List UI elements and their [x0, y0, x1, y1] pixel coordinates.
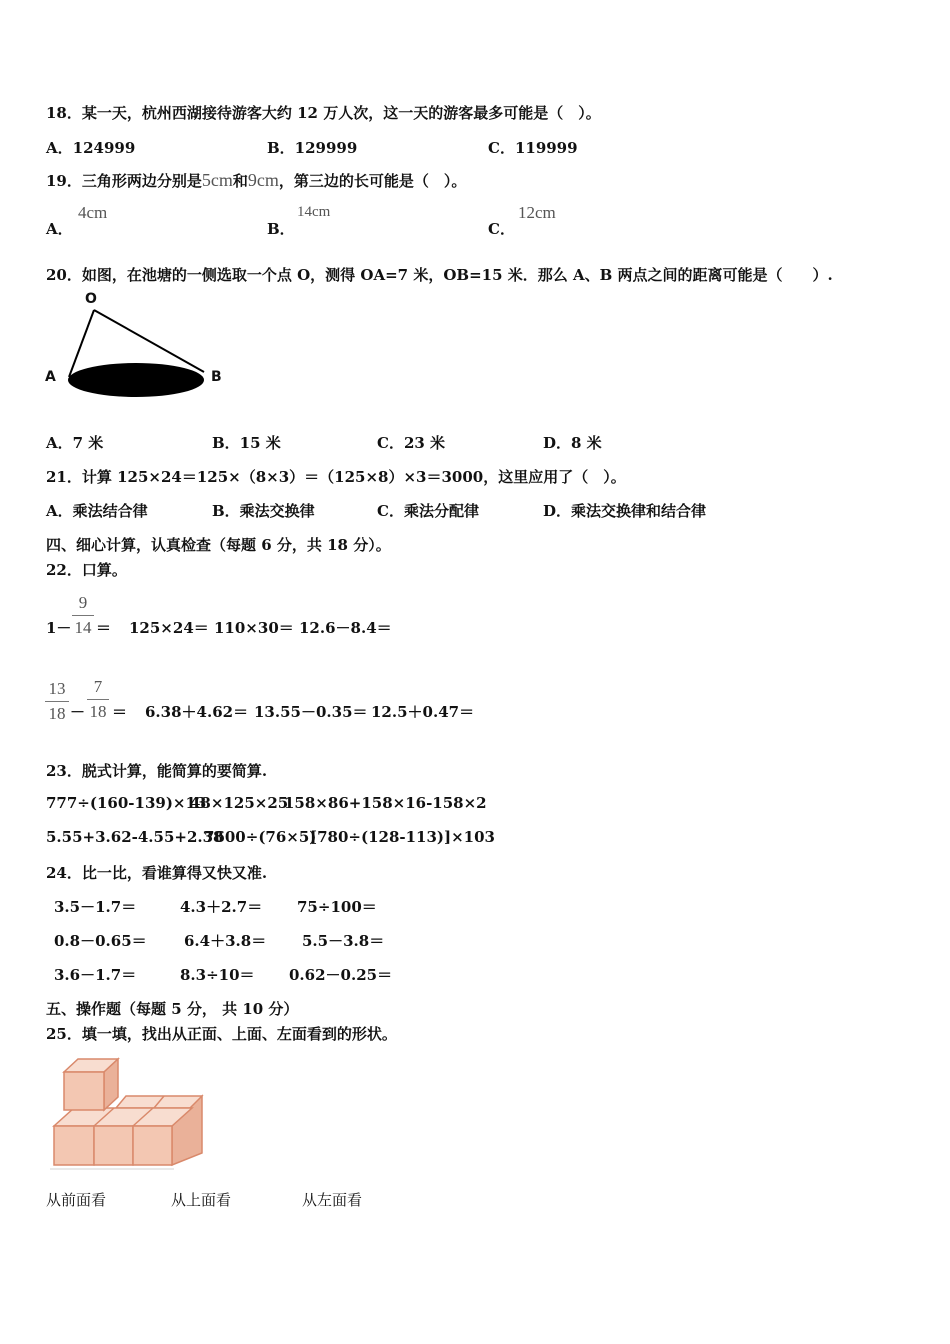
- cube-front-2: [94, 1126, 133, 1165]
- q22-r1-fraction: [72, 592, 94, 639]
- q21-stem: 21．计算 125×24＝125×（8×3）＝（125×8）×3＝3000，这里应用了（ ）。: [46, 468, 626, 486]
- q20-option-a[interactable]: A．7 米: [46, 434, 104, 452]
- q24-item: 3.6－1.7＝: [54, 966, 137, 984]
- q22-stem: 22．口算。: [46, 561, 127, 579]
- q24-item: 4.3＋2.7＝: [180, 898, 263, 916]
- q23-r2-item: 5.55+3.62-4.55+2.38: [46, 828, 224, 846]
- fraction-numerator: 9: [78, 593, 88, 612]
- cube-front-upper: [64, 1072, 104, 1110]
- view-top-label: 从上面看: [171, 1191, 232, 1209]
- q23-r1-item: 777÷(160-139)×13: [46, 794, 207, 812]
- q22-r2-item: 6.38＋4.62＝: [145, 703, 249, 721]
- q19-option-b-letter[interactable]: B．: [267, 220, 295, 238]
- q19-option-c-value: 12cm: [518, 203, 556, 222]
- section-5-heading: 五、操作题（每题 5 分， 共 10 分）: [46, 1000, 299, 1018]
- q24-item: 0.8－0.65＝: [54, 932, 147, 950]
- q20-option-b[interactable]: B．15 米: [212, 434, 281, 452]
- q22-r1-eq: ＝: [96, 619, 112, 637]
- cube-front-3: [133, 1126, 172, 1165]
- q23-r1-item: 48×125×25: [190, 794, 289, 812]
- q24-item: 75÷100＝: [297, 898, 377, 916]
- q19-stem: [46, 170, 466, 191]
- q22-r2-fraction-1: [45, 678, 69, 725]
- q24-item: 5.5－3.8＝: [302, 932, 385, 950]
- segment-oa: [69, 310, 94, 377]
- fraction-denominator: 18: [89, 702, 107, 721]
- fraction-numerator: 7: [93, 677, 103, 696]
- q19-option-b-value: 14cm: [297, 204, 331, 220]
- q22-r1-item: 125×24＝: [129, 619, 209, 637]
- fraction-bar: [87, 699, 109, 700]
- q21-option-b[interactable]: B．乘法交换律: [212, 502, 315, 520]
- q24-item: 6.4＋3.8＝: [184, 932, 267, 950]
- q23-r2-item: 7600÷(76×5): [204, 828, 317, 846]
- fraction-numerator: 13: [48, 679, 66, 698]
- cube-front-1: [54, 1126, 94, 1165]
- segment-ob: [94, 310, 204, 372]
- point-b-label: B: [211, 369, 222, 385]
- q21-option-c[interactable]: C．乘法分配律: [377, 502, 479, 520]
- q24-item: 0.62－0.25＝: [289, 966, 393, 984]
- q22-r2-item: 13.55－0.35＝: [254, 703, 368, 721]
- pond-shape: [68, 363, 204, 397]
- q18-option-a[interactable]: A．124999: [46, 139, 136, 157]
- q18-option-b[interactable]: B．129999: [267, 139, 358, 157]
- q24-item: 3.5－1.7＝: [54, 898, 137, 916]
- q22-r1-item: 12.6－8.4＝: [299, 619, 392, 637]
- q20-stem: 20．如图，在池塘的一侧选取一个点 O，测得 OA=7 米，OB=15 米．那么 A、B 两点之间的距离可能是（ ）.: [46, 266, 833, 284]
- q19-and: 和: [232, 172, 248, 190]
- q24-item: 8.3÷10＝: [180, 966, 255, 984]
- q22-r2-minus: －: [70, 703, 86, 721]
- q25-stem: 25．填一填，找出从正面、上面、左面看到的形状。: [46, 1025, 397, 1043]
- q18-option-c[interactable]: C．119999: [488, 139, 578, 157]
- pond-figure: [40, 290, 240, 402]
- section-4-heading: 四、细心计算，认真检查（每题 6 分，共 18 分）。: [46, 536, 391, 554]
- q23-r1-item: 158×86+158×16-158×2: [284, 794, 487, 812]
- q22-r2-fraction-2: [87, 676, 109, 723]
- q23-r2-item: [780÷(128-113)]×103: [310, 828, 495, 846]
- view-left-label: 从左面看: [302, 1191, 363, 1209]
- point-o-label: O: [85, 291, 97, 307]
- q19-option-c-letter[interactable]: C．: [488, 220, 515, 238]
- q18-stem: 18．某一天，杭州西湖接待游客大约 12 万人次，这一天的游客最多可能是（ ）。: [46, 104, 601, 122]
- q19-stem-pre: 19．三角形两边分别是: [46, 172, 202, 190]
- q22-r2-eq: ＝: [112, 703, 128, 721]
- cube-stack-figure: [44, 1055, 209, 1175]
- q19-len2: 9cm: [247, 170, 279, 190]
- point-a-label: A: [45, 369, 56, 385]
- q22-r2-item: 12.5＋0.47＝: [371, 703, 475, 721]
- q19-option-a-letter[interactable]: A．: [46, 220, 73, 238]
- q20-option-d[interactable]: D．8 米: [543, 434, 602, 452]
- q23-stem: 23．脱式计算，能简算的要简算.: [46, 762, 268, 780]
- q19-len1: 5cm: [201, 170, 233, 190]
- q19-stem-post: ，第三边的长可能是（ ）。: [278, 172, 467, 190]
- fraction-bar: [45, 701, 69, 702]
- q22-r1-lead: 1－: [46, 619, 72, 637]
- fraction-bar: [72, 615, 94, 616]
- q22-r1-item: 110×30＝: [214, 619, 294, 637]
- q21-option-d[interactable]: D．乘法交换律和结合律: [543, 502, 707, 520]
- view-front-label: 从前面看: [46, 1191, 107, 1209]
- fraction-denominator: 18: [48, 704, 66, 723]
- fraction-denominator: 14: [74, 618, 92, 637]
- q20-option-c[interactable]: C．23 米: [377, 434, 446, 452]
- q24-stem: 24．比一比，看谁算得又快又准.: [46, 864, 268, 882]
- q19-option-a-value: 4cm: [78, 203, 108, 222]
- q21-option-a[interactable]: A．乘法结合律: [46, 502, 148, 520]
